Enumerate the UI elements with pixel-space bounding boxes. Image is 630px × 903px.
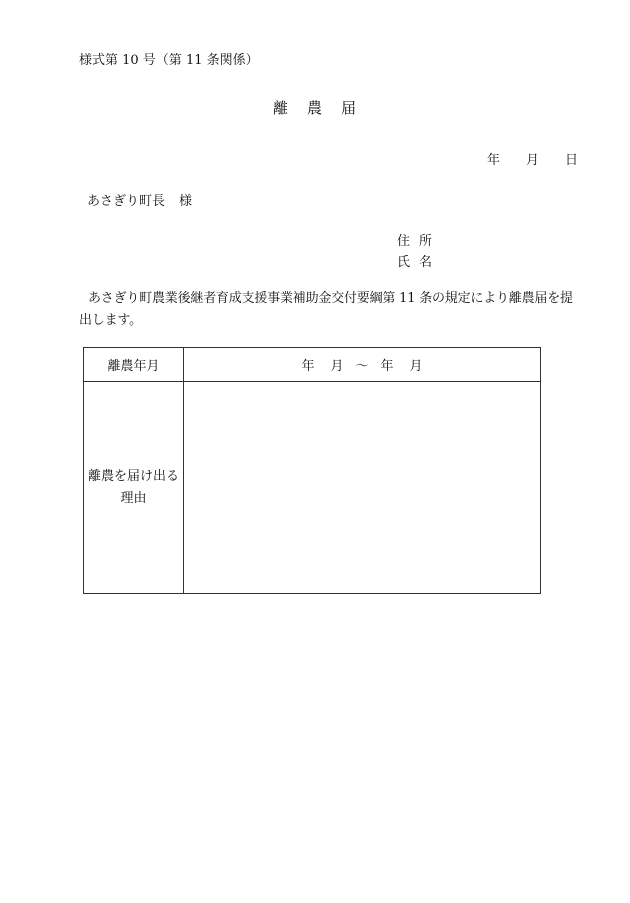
name-label: 氏 名 xyxy=(397,255,433,270)
retirement-period-field[interactable] xyxy=(184,348,541,382)
applicant-address-row xyxy=(397,230,441,249)
period-text: 年 月 ～ 年 月 xyxy=(301,359,423,374)
date-year-label: 年 xyxy=(486,153,500,168)
address-label: 住 所 xyxy=(397,234,433,249)
addressee xyxy=(87,190,192,209)
applicant-name-row xyxy=(397,251,441,270)
date-line xyxy=(487,149,578,168)
table-row xyxy=(84,382,541,594)
reason-field[interactable] xyxy=(184,382,541,594)
body-text: あさぎり町農業後継者育成支援事業補助金交付要綱第 11 条の規定により離農届を提出します。 xyxy=(79,291,573,328)
addressee-honorific: 様 xyxy=(179,194,193,209)
title-char: 届 xyxy=(341,99,358,117)
document-title xyxy=(0,97,630,118)
addressee-name: あさぎり町長 xyxy=(87,194,166,209)
date-month-label: 月 xyxy=(525,153,539,168)
retirement-date-label: 離農年月 xyxy=(84,348,184,382)
table-row xyxy=(84,348,541,382)
form-number: 様式第 10 号（第 11 条関係） xyxy=(79,53,259,68)
form-table xyxy=(83,347,541,594)
date-day-label: 日 xyxy=(564,153,578,168)
title-char: 農 xyxy=(306,99,323,117)
title-char: 離 xyxy=(272,99,289,117)
reason-label: 離農を届け出る 理由 xyxy=(84,382,184,594)
